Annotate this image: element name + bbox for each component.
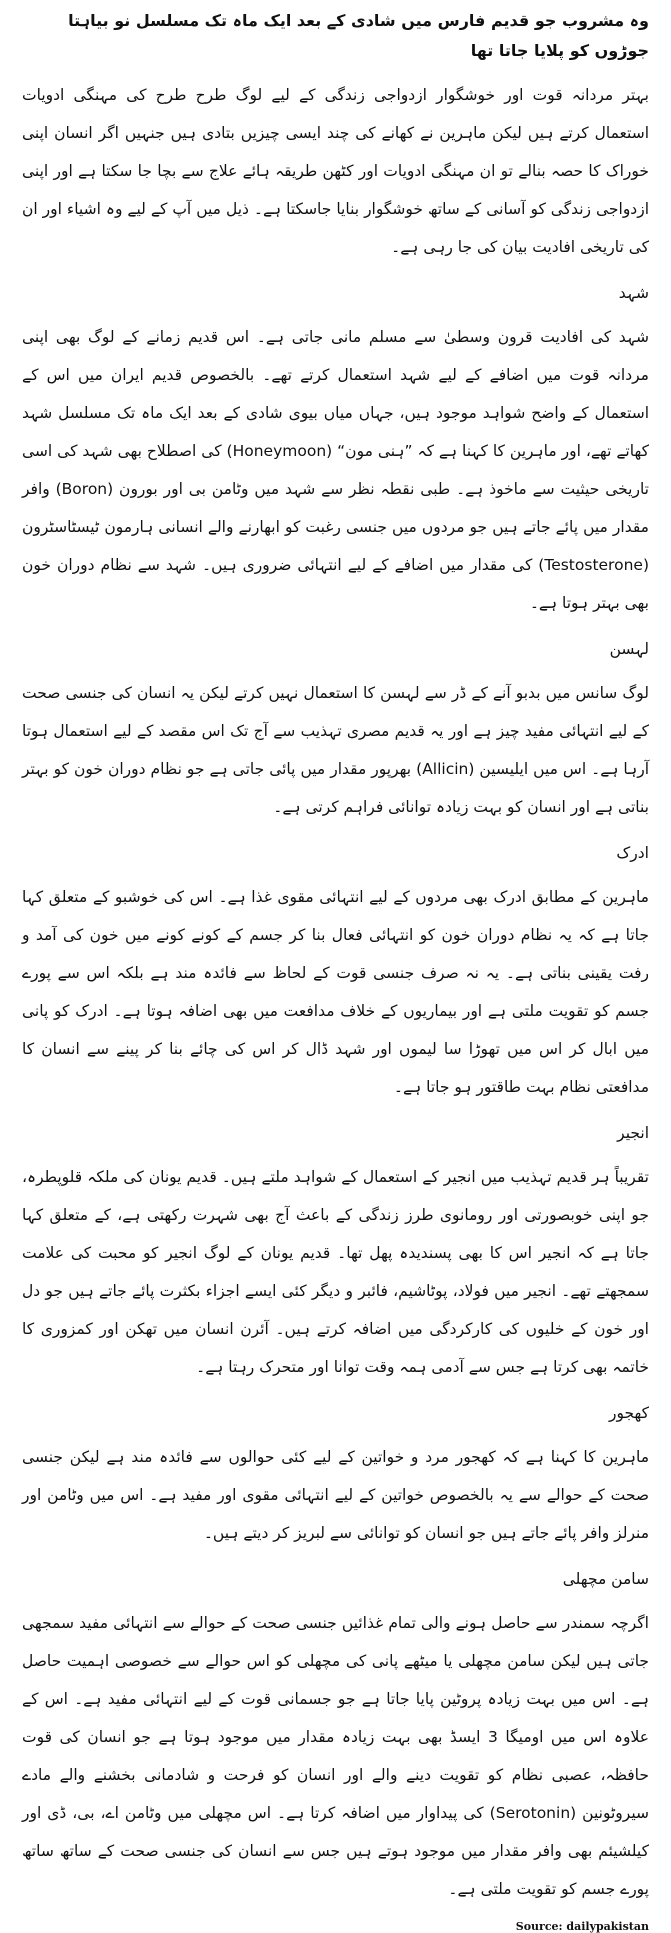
article-headline: وہ مشروب جو قدیم فارس میں شادی کے بعد ایک ماہ تک مسلسل نو بیاہتا جوڑوں کو پلایا جاتا تھا — [68, 11, 649, 60]
section-body-ginger: ماہرین کے مطابق ادرک بھی مردوں کے لیے انتہائی مقوی غذا ہے۔ اس کی خوشبو کے متعلق کہا جاتا ہے کہ یہ نظام دوران خون کو انتہائی فعال بنا کر جسم کے کونے کونے میں خون کی آمد و رفت یقینی بناتی ہے۔ یہ نہ صرف جنسی قوت کے لحاظ سے فائدہ مند ہے بلکہ اس سے پورے جسم کو تقویت ملتی ہے اور بیماریوں کے خلاف مدافعت میں بھی اضافہ ہوتا ہے۔ ادرک کو پانی میں ابال کر اس میں تھوڑا سا لیموں اور شہد ڈال کر اس کی چائے بنا کر پینے سے انسان کا مدافعتی نظام بہت طاقتور ہو جاتا ہے۔ — [22, 888, 649, 1096]
section-heading-garlic: لہسن — [609, 640, 649, 658]
section-body-garlic: لوگ سانس میں بدبو آنے کے ڈر سے لہسن کا استعمال نہیں کرتے لیکن یہ انسان کی جنسی صحت کے لیے انتہائی مفید چیز ہے اور یہ قدیم مصری تہذیب سے آج تک اس مقصد کے لیے استعمال ہوتا آرہا ہے۔ اس میں ایلیسین (Allicin) بھرپور مقدار میں پائی جاتی ہے جو نظام دوران خون کو بہتر بناتی ہے اور انسان کو بہت زیادہ توانائی فراہم کرتی ہے۔ — [22, 684, 650, 816]
source-credit: Source: dailypakistan — [515, 1920, 649, 1933]
intro-paragraph: بہتر مردانہ قوت اور خوشگوار ازدواجی زندگی کے لیے لوگ طرح طرح کی مہنگی ادویات استعمال کرتے ہیں لیکن ماہرین نے کھانے کی چند ایسی چیزیں بتادی ہیں جنہیں اگر انسان اپنی خوراک کا حصہ بنالے تو ان مہنگی ادویات اور کٹھن طریقہ ہائے علاج سے بچا جا سکتا ہے اور اپنی ازدواجی زندگی کو آسانی کے ساتھ خوشگوار بنایا جاسکتا ہے۔ ذیل میں آپ کے لیے وہ اشیاء اور ان کی تاریخی افادیت بیان کی جا رہی ہے۔ — [22, 86, 649, 256]
section-body-honey: شہد کی افادیت قرون وسطیٰ سے مسلم مانی جاتی ہے۔ اس قدیم زمانے کے لوگ بھی اپنی مردانہ قوت میں اضافے کے لیے شہد استعمال کرتے تھے۔ بالخصوص قدیم ایران میں اس کے استعمال کے واضح شواہد موجود ہیں، جہاں میاں بیوی شادی کے بعد ایک ماہ تک مسلسل شہد کھاتے تھے، اور ماہرین کا کہنا ہے کہ ”ہنی مون“ (Honeymoon) کی اصطلاح بھی شہد کی اسی تاریخی حیثیت سے ماخوذ ہے۔ طبی نقطہ نظر سے شہد میں وٹامن بی اور بورون (Boron) وافر مقدار میں پائے جاتے ہیں جو مردوں میں جنسی رغبت کو ابھارنے والے انسانی ہارمون ٹیسٹاسٹرون (Testosterone) کی مقدار میں اضافے کے لیے انتہائی ضروری ہیں۔ شہد سے نظام دوران خون بھی بہتر ہوتا ہے۔ — [22, 328, 649, 612]
section-heading-salmon: سامن مچھلی — [562, 1570, 649, 1588]
section-heading-ginger: ادرک — [616, 844, 649, 862]
section-body-dates: ماہرین کا کہنا ہے کہ کھجور مرد و خواتین کے لیے کئی حوالوں سے فائدہ مند ہے لیکن جنسی صحت کے حوالے سے یہ بالخصوص خواتین کے لیے انتہائی مقوی اور مفید ہے۔ اس میں وٹامن اور منرلز وافر پائے جاتے ہیں جو انسان کو توانائی سے لبریز کر دیتے ہیں۔ — [22, 1448, 649, 1542]
section-heading-fig: انجیر — [617, 1124, 649, 1142]
section-body-salmon: اگرچہ سمندر سے حاصل ہونے والی تمام غذائیں جنسی صحت کے حوالے سے انتہائی مفید سمجھی جاتی ہیں لیکن سامن مچھلی یا میٹھے پانی کی مچھلی کو اس حوالے سے خصوصی اہمیت حاصل ہے۔ اس میں بہت زیادہ پروٹین پایا جاتا ہے جو جسمانی قوت کے لیے انتہائی مفید ہے۔ اس کے علاوہ اس میں اومیگا 3 ایسڈ بھی بہت زیادہ مقدار میں موجود ہوتا ہے جو انسان کی قوت حافظہ، عصبی نظام کو تقویت دینے والے اور انسان کو فرحت و شادمانی بخشنے والے مادے سیروٹونین (Serotonin) کی پیداوار میں اضافہ کرتا ہے۔ اس مچھلی میں وٹامن اے، بی، ڈی اور کیلشیئم بھی وافر مقدار میں موجود ہوتے ہیں جس سے انسان کی جنسی صحت کے ساتھ ساتھ پورے جسم کو تقویت ملتی ہے۔ — [22, 1614, 649, 1898]
section-body-fig: تقریباً ہر قدیم تہذیب میں انجیر کے استعمال کے شواہد ملتے ہیں۔ قدیم یونان کی ملکہ قلوپطرہ، جو اپنی خوبصورتی اور رومانوی طرز زندگی کے باعث آج بھی شہرت رکھتی ہے، کے متعلق کہا جاتا ہے کہ انجیر اس کا بھی پسندیدہ پھل تھا۔ قدیم یونان کے لوگ انجیر کو محبت کی علامت سمجھتے تھے۔ انجیر میں فولاد، پوٹاشیم، فائبر و دیگر کئی ایسے اجزاء بکثرت پائے جاتے ہیں جو دل اور خون کے خلیوں کی کارکردگی میں اضافہ کرتے ہیں۔ آئرن انسان میں تھکن اور کمزوری کا خاتمہ بھی کرتا ہے جس سے آدمی ہمہ وقت توانا اور متحرک رہتا ہے۔ — [22, 1168, 649, 1376]
section-heading-honey: شہد — [618, 284, 649, 302]
section-heading-dates: کھجور — [608, 1404, 649, 1422]
